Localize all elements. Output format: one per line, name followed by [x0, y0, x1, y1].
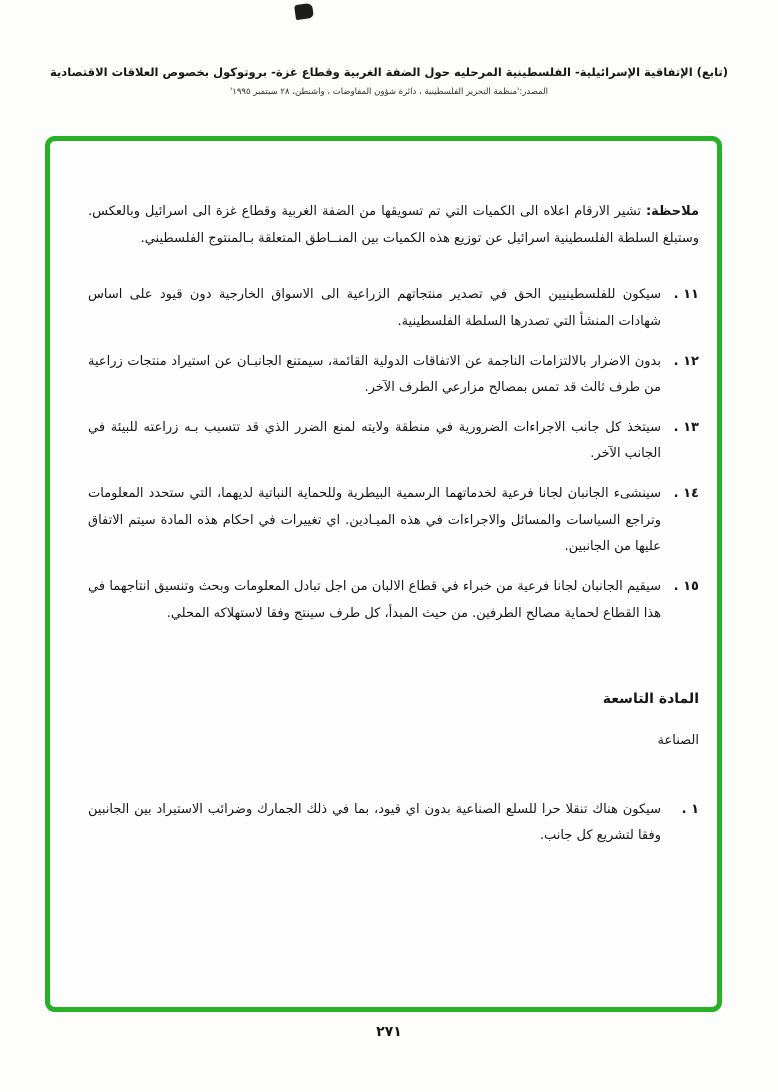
- item-number: ١١ .: [673, 287, 699, 303]
- list-item: [88, 797, 699, 850]
- item-text: سيكون للفلسطينيين الحق في تصدير منتجاتهم الزراعية الى الاسواق الخارجية دون قيود على اساس شهادات المنشأ التي تصدرها السلطة الفلسطينية.: [88, 287, 661, 329]
- page-number: ٢٧١: [376, 1024, 402, 1040]
- list-item: [88, 349, 699, 402]
- note-paragraph: [88, 199, 699, 252]
- note-text: تشير الارقام اعلاه الى الكميات التي تم تسويقها من الضفة الغربية وقطاع غزة الى اسرائيل وبالعكس. وستبلغ السلطة الفلسطينية اسرائيل عن توزيع هذه الكميات بين المنــاطق المتعلقة بـالمنتوج الفلسطيني.: [88, 204, 699, 246]
- item-number: ١ .: [681, 801, 699, 817]
- page-footer: [0, 1021, 778, 1040]
- list-item: [88, 481, 699, 561]
- scan-artifact: [294, 3, 314, 20]
- item-text: سيكون هناك تنقلا حرا للسلع الصناعية بدون اي قيود، بما في ذلك الجمارك وضرائب الاستيراد بين الجانبين وفقا لتشريع كل جانب.: [88, 801, 661, 844]
- list-item: [88, 282, 699, 335]
- item-text: سينشىء الجانبان لجانا فرعية لخدماتهما الرسمية البيطرية وللحماية النباتية لديهما، التي ستحدد المعلومات وتراجع السياسات والمسائل والاجراءات في هذه الميـادين. اي تغييرات في احكام هذه المادة سيتم الاتفاق عليها من الجانبين.: [88, 486, 661, 555]
- item-number: ١٤ .: [673, 486, 699, 502]
- content-frame: [45, 136, 722, 1012]
- page-header: [0, 64, 778, 97]
- list-item: [88, 415, 699, 468]
- section-subheading: الصناعة: [657, 733, 699, 749]
- item-text: سيقيم الجانبان لجانا فرعية من خبراء في قطاع الالبان من اجل تبادل المعلومات وبحث وتنسيق انتاجهما في هذا القطاع لحماية مصالح الطرفين. من حيث المبدأ، كل طرف سينتج وفقا لاستهلاكه المحلي.: [88, 579, 661, 621]
- item-number: ١٣ .: [673, 419, 699, 435]
- document-source: المصدر:'منظمة التحرير الفلسطينية ، دائرة شؤون المفاوضات ، واشنطن، ٢٨ سبتمبر ١٩٩٥': [229, 87, 549, 98]
- section-items: [88, 797, 699, 850]
- document-title: (تابع) الإتفاقية الإسرائيلية- الفلسطينية المرحليه حول الضفة الغربية وقطاع غزة- بروتوكول بخصوص العلاقات الاقتصادية: [50, 65, 728, 79]
- item-text: بدون الاضرار بالالتزامات الناجمة عن الاتفاقات الدولية القائمة، سيمتنع الجانبـان عن استيراد منتجات زراعية من طرف ثالث قد تمس بمصالح مزارعي الطرف الآخر.: [88, 353, 661, 396]
- item-number: ١٥ .: [673, 579, 699, 595]
- note-label: ملاحظة:: [645, 204, 699, 219]
- item-number: ١٢ .: [673, 353, 699, 369]
- section-heading: المادة التاسعة: [602, 691, 699, 708]
- item-text: سيتخذ كل جانب الاجراءات الضرورية في منطقة ولايته لمنع الضرر الذي قد تتسبب بـه زراعته للبيئة في الجانب الآخر.: [88, 419, 661, 462]
- document-body: [50, 141, 717, 850]
- list-item: [88, 574, 699, 627]
